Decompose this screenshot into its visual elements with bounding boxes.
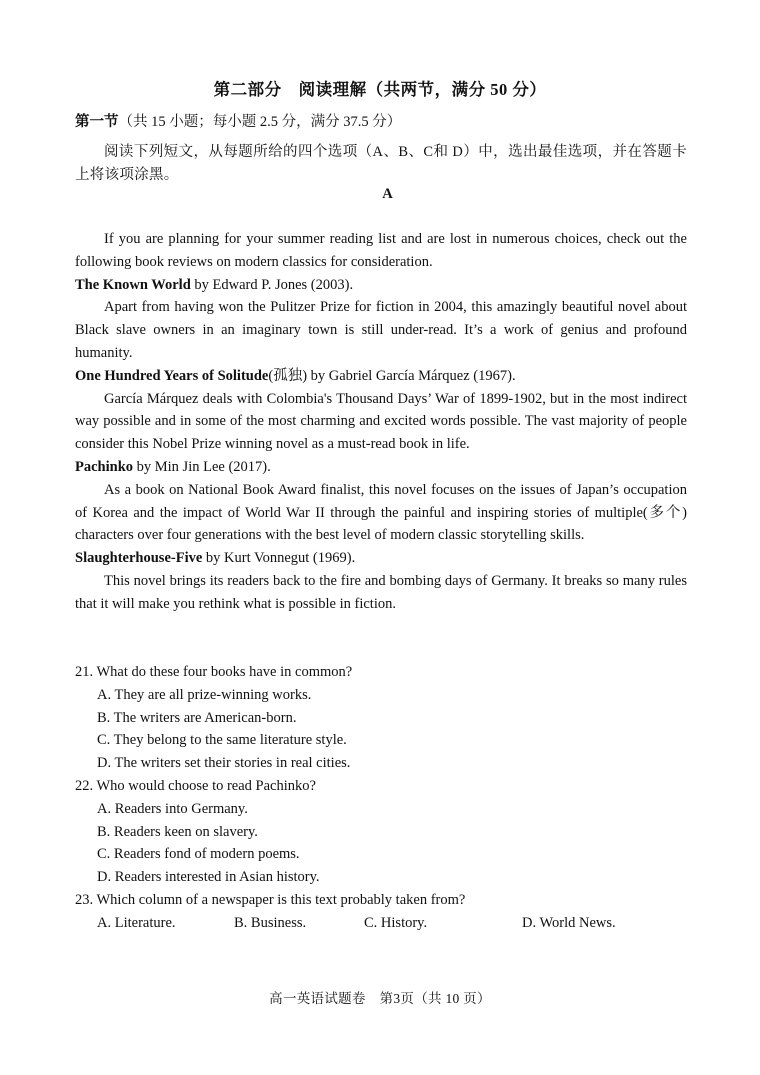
section-title [75, 110, 401, 131]
passage-intro: If you are planning for your summer reading list and are lost in numerous choices, check out the following book reviews on modern classics for consideration. [75, 231, 687, 270]
question-stem: 21. What do these four books have in common? [75, 664, 353, 680]
book-heading [75, 274, 687, 297]
option-d: D. Readers interested in Asian history. [97, 869, 320, 886]
book-byline: (孤独) by Gabriel García Márquez (1967). [268, 367, 516, 384]
question-stem: 23. Which column of a newspaper is this text probably taken from? [75, 891, 466, 908]
question-23 [75, 889, 687, 935]
book-title: Pachinko [75, 458, 134, 475]
book-review: As a book on National Book Award finalist, this novel focuses on the issues of Japan’s occupation of Korea and the impact of World War II through the painful and inspiring stories of multiple(多个) characters over four generations with the best level of modern classic storytelling skills. [75, 481, 687, 544]
option-a: A. Readers into Germany. [97, 800, 248, 817]
book-review: Apart from having won the Pulitzer Prize for fiction in 2004, this amazingly beautiful novel about Black slave owners in an imaginary town is still under-read. It’s a work of genius and profound humanity. [75, 299, 687, 361]
book-review: This novel brings its readers back to the fire and bombing days of Germany. It breaks so many rules that it will make you rethink what is possible in fiction. [75, 572, 687, 612]
option-a: A. They are all prize-winning works. [97, 686, 312, 703]
option-c: C. History. [364, 914, 428, 931]
book-heading [75, 547, 687, 570]
instructions: 阅读下列短文，从每题所给的四个选项（A、B、C和 D）中，选出最佳选项，并在答题卡上将该项涂黑。 [75, 144, 687, 183]
reading-passage [75, 228, 687, 616]
passage-letter: A [382, 186, 393, 202]
option-b: B. Business. [234, 914, 307, 931]
section-label: 第一节 [75, 114, 119, 130]
option-row [75, 912, 687, 935]
option-a: A. Literature. [97, 914, 176, 931]
question-21 [75, 661, 687, 775]
book-heading [75, 365, 687, 388]
question-stem: 22. Who would choose to read Pachinko? [75, 777, 316, 794]
book-title: One Hundred Years of Solitude [75, 367, 269, 384]
book-heading [75, 456, 687, 479]
option-c: C. They belong to the same literature style. [97, 732, 347, 749]
option-d: D. World News. [522, 914, 616, 931]
option-b: B. The writers are American-born. [97, 709, 297, 726]
book-review: García Márquez deals with Colombia's Thousand Days’ War of 1899-1902, but in the most indirect way possible and in some of the most charming and excited words possible. The vast majority of people consider this Nobel Prize winning novel as a must-read book in life. [75, 390, 687, 453]
book-title: The Known World [75, 276, 191, 293]
part-title: 第二部分 阅读理解（共两节，满分 50 分） [213, 80, 547, 99]
book-title: Slaughterhouse-Five [75, 550, 203, 567]
book-byline: by Kurt Vonnegut (1969). [202, 550, 356, 567]
question-22 [75, 775, 687, 889]
option-d: D. The writers set their stories in real cities. [97, 755, 351, 772]
section-detail: （共 15 小题；每小题 2.5 分，满分 37.5 分） [118, 114, 402, 130]
book-byline: by Min Jin Lee (2017). [133, 458, 271, 475]
book-byline: by Edward P. Jones (2003). [190, 276, 354, 293]
option-c: C. Readers fond of modern poems. [97, 846, 300, 863]
page-footer: 高一英语试题卷 第3页（共 10 页） [269, 991, 491, 1006]
question-list [75, 661, 687, 935]
option-b: B. Readers keen on slavery. [97, 823, 258, 840]
